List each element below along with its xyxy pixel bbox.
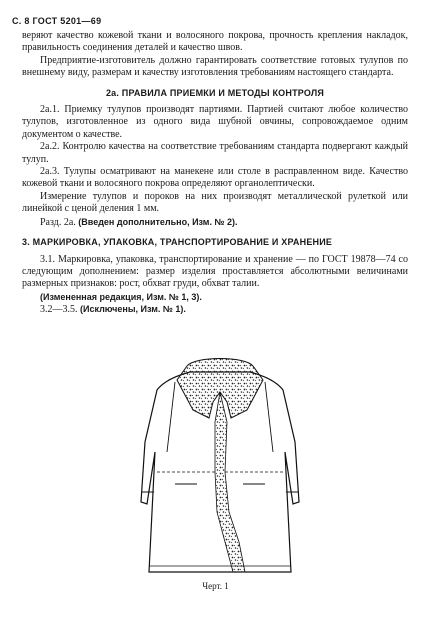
section-2a-heading: 2а. ПРАВИЛА ПРИЕМКИ И МЕТОДЫ КОНТРОЛЯ [105, 87, 325, 98]
section-2a-paragraph-4: Измерение тулупов и пороков на них производят металлической рулеткой или линейкой с ценой деления 1 мм. [22, 190, 408, 215]
section-3-paragraph-1-note: (Измененная редакция, Изм. № 1, 3). [40, 291, 202, 302]
section-2a-note-prefix: Разд. 2а. [40, 216, 76, 228]
section-2a-note-bold: (Введен дополнительно, Изм. № 2). [78, 216, 238, 227]
document-body [22, 30, 408, 317]
section-3-paragraph-1: 3.1. Маркировка, упаковка, транспортирование и хранение — по ГОСТ 19878—74 со следующим дополнением: размер изделия проставляется абсолютными величинами размерных признаков: рост, обхват груди, обхват талии. [22, 253, 408, 290]
section-3-paragraph-2 [22, 303, 408, 316]
section-2a-paragraph-1: 2а.1. Приемку тулупов производят партиями. Партией считают любое количество тулупов, изготовленное из одного вида шубной овчины, сопровождаемое одним документом о качестве. [22, 104, 408, 140]
section-2a-paragraph-3: 2а.3. Тулупы осматривают на манекене или столе в расправленном виде. Качество кожевой ткани и волосяного покрова определяют органолептически. [22, 166, 408, 190]
intro-paragraph-2: Предприятие-изготовитель должно гарантировать соответствие готовых тулупов по внешнему виду, размерам и качеству изготовления требованиям настоящего стандарта. [22, 54, 408, 79]
section-3-paragraph-2-bold: (Исключены, Изм. № 1). [80, 304, 186, 315]
section-3-heading: 3. МАРКИРОВКА, УПАКОВКА, ТРАНСПОРТИРОВАНИЕ И ХРАНЕНИЕ [22, 237, 333, 248]
section-3-paragraph-2-prefix: 3.2—3.5. [40, 304, 78, 316]
intro-paragraph-1: веряют качество кожевой ткани и волосяного покрова, прочность крепления накладок, правильность соединения деталей и качество швов. [22, 30, 408, 54]
page-header: С. 8 ГОСТ 5201—69 [12, 16, 102, 26]
figure-caption: Черт. 1 [202, 581, 229, 591]
sheepskin-coat-drawing [135, 352, 305, 582]
section-2a-note [22, 216, 408, 229]
section-2a-paragraph-2: 2а.2. Контролю качества на соответствие требованиям стандарта подвергают каждый тулуп. [22, 141, 408, 165]
